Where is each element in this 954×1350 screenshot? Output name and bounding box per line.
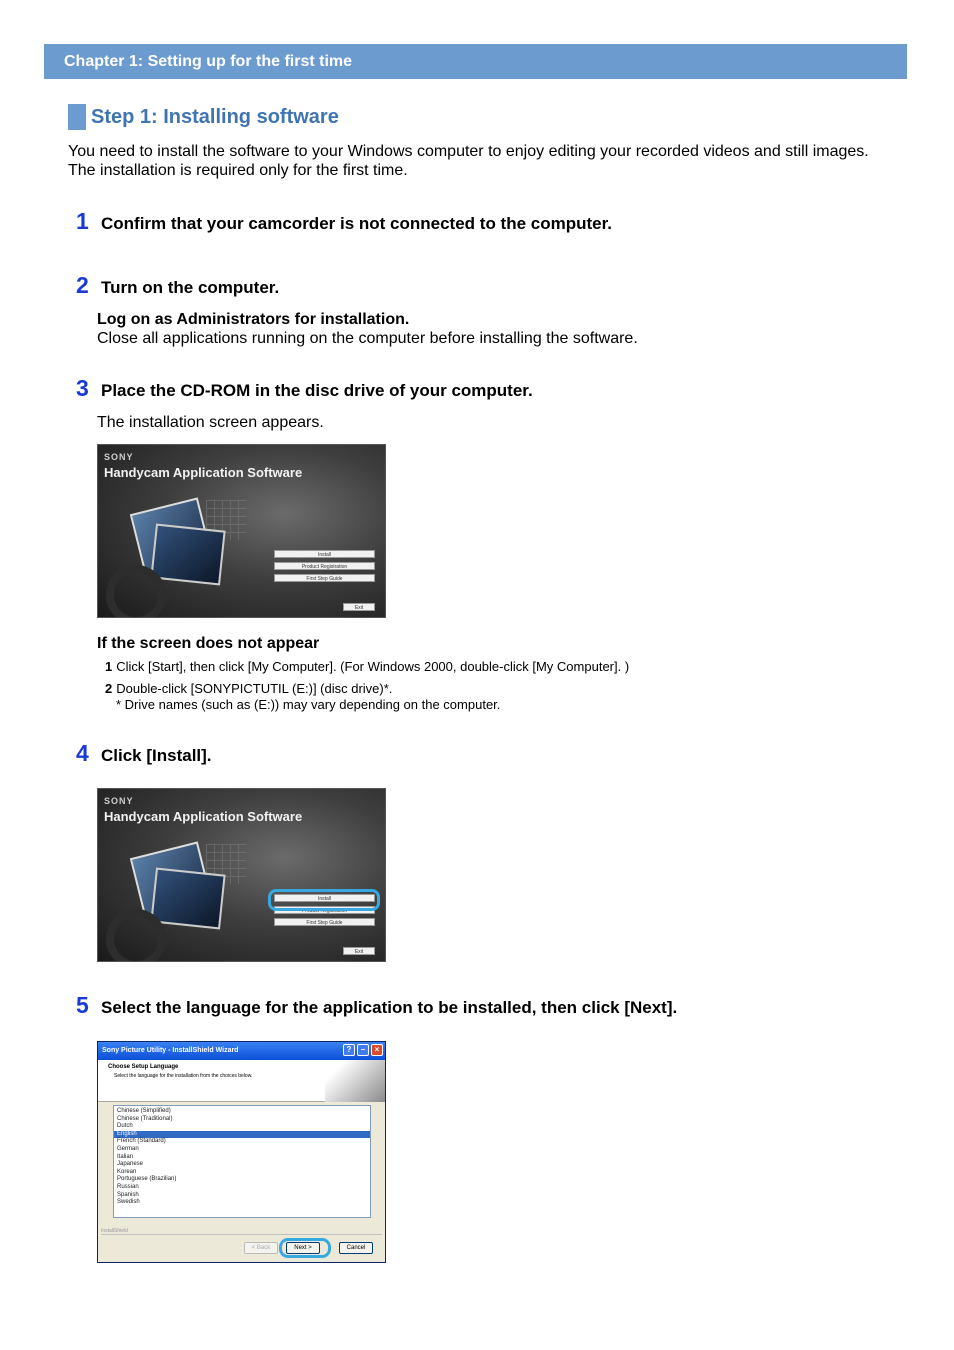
chapter-header-bar (44, 44, 907, 79)
step-instruction: Confirm that your camcorder is not connected to the computer. (101, 214, 613, 233)
troubleshoot-item (105, 681, 392, 697)
language-option[interactable]: German (117, 1145, 139, 1152)
step-1 (76, 208, 612, 235)
step-instruction: Select the language for the application to be installed, then click [Next]. (101, 998, 678, 1017)
language-option[interactable]: Spanish (117, 1191, 139, 1198)
minimize-icon[interactable]: – (357, 1044, 369, 1056)
language-option[interactable]: Italian (117, 1153, 134, 1160)
film-reel-graphic (106, 565, 166, 618)
install-button[interactable]: Install (274, 894, 375, 902)
item-text: Click [Start], then click [My Computer]. (For Windows 2000, double-click [My Computer]. ) (116, 659, 630, 674)
wizard-titlebar (98, 1042, 385, 1060)
wizard-header-subtitle: Select the language for the installation from the choices below. (114, 1073, 253, 1079)
close-icon[interactable]: × (371, 1044, 383, 1056)
item-text: Double-click [SONYPICTUTIL (E:)] (disc drive)*. (116, 681, 393, 696)
troubleshoot-item (105, 659, 629, 675)
film-reel-graphic (106, 909, 166, 962)
language-option[interactable]: Korean (117, 1168, 137, 1175)
next-highlight-ring (279, 1238, 331, 1258)
installer-title: Handycam Application Software (104, 809, 303, 824)
item-number: 2 (105, 681, 113, 696)
exit-button[interactable]: Exit (343, 603, 375, 611)
install-highlight-ring (268, 889, 380, 911)
language-option[interactable]: Chinese (Traditional) (117, 1115, 173, 1122)
installer-title: Handycam Application Software (104, 465, 303, 480)
product-registration-button[interactable]: Product Registration (274, 906, 375, 914)
section-heading (68, 104, 339, 130)
intro-paragraph: You need to install the software to your Windows computer to enjoy editing your recorded videos and still images. The installation is required only for the first time. (68, 143, 869, 179)
language-option[interactable]: Chinese (Simplified) (117, 1108, 171, 1114)
step-3 (76, 375, 533, 402)
language-option[interactable]: Portuguese (Brazilian) (117, 1176, 177, 1183)
window-controls (343, 1044, 383, 1056)
brand-logo: SONY (104, 796, 134, 806)
section-title: Step 1: Installing software (91, 105, 339, 128)
wizard-header-title: Choose Setup Language (108, 1064, 179, 1070)
wizard-title: Sony Picture Utility - InstallShield Wizard (102, 1047, 239, 1054)
step-number: 5 (76, 992, 89, 1018)
cancel-button[interactable]: Cancel (339, 1242, 373, 1254)
note-bold: Log on as Administrators for installation. (97, 311, 410, 328)
exit-button[interactable]: Exit (343, 947, 375, 955)
photo-graphic (150, 867, 225, 929)
step-3-note: The installation screen appears. (97, 414, 324, 431)
footer-divider (101, 1234, 382, 1235)
step-number: 3 (76, 375, 89, 401)
language-option[interactable]: Swedish (117, 1199, 140, 1206)
item-number: 1 (105, 659, 113, 674)
step-instruction: Click [Install]. (101, 746, 212, 765)
language-list[interactable] (113, 1105, 371, 1218)
step-2-note (97, 310, 638, 348)
troubleshoot-heading: If the screen does not appear (97, 635, 320, 652)
product-registration-button[interactable]: Product Registration (274, 562, 375, 570)
heading-marker (68, 104, 86, 130)
back-button[interactable]: < Back (244, 1242, 278, 1254)
next-button[interactable]: Next > (286, 1242, 320, 1254)
first-step-guide-button[interactable]: First Step Guide (274, 574, 375, 582)
note-text: Close all applications running on the computer before installing the software. (97, 330, 638, 347)
first-step-guide-button[interactable]: First Step Guide (274, 918, 375, 926)
footnote: * Drive names (such as (E:)) may vary depending on the computer. (116, 697, 501, 712)
wizard-graphic (325, 1060, 385, 1102)
language-wizard-dialog (97, 1041, 386, 1263)
step-2 (76, 272, 279, 299)
step-instruction: Turn on the computer. (101, 278, 280, 297)
language-option[interactable]: French (Standard) (117, 1138, 166, 1145)
step-instruction: Place the CD-ROM in the disc drive of your computer. (101, 381, 533, 400)
language-option[interactable]: Russian (117, 1183, 139, 1190)
wizard-header (98, 1060, 385, 1102)
photo-graphic (150, 523, 225, 585)
step-number: 1 (76, 208, 89, 234)
help-icon[interactable]: ? (343, 1044, 355, 1056)
step-4 (76, 740, 212, 767)
installer-screenshot-install-highlight (97, 788, 386, 962)
chapter-title: Chapter 1: Setting up for the first time (64, 53, 353, 70)
installshield-label: InstallShield (101, 1228, 128, 1234)
brand-logo: SONY (104, 452, 134, 462)
install-button[interactable]: Install (274, 550, 375, 558)
step-number: 2 (76, 272, 89, 298)
language-option[interactable]: Japanese (117, 1161, 144, 1168)
installer-screenshot (97, 444, 386, 618)
language-option[interactable]: English (114, 1131, 370, 1139)
language-option[interactable]: Dutch (117, 1123, 133, 1130)
step-number: 4 (76, 740, 89, 766)
step-5 (76, 992, 677, 1019)
